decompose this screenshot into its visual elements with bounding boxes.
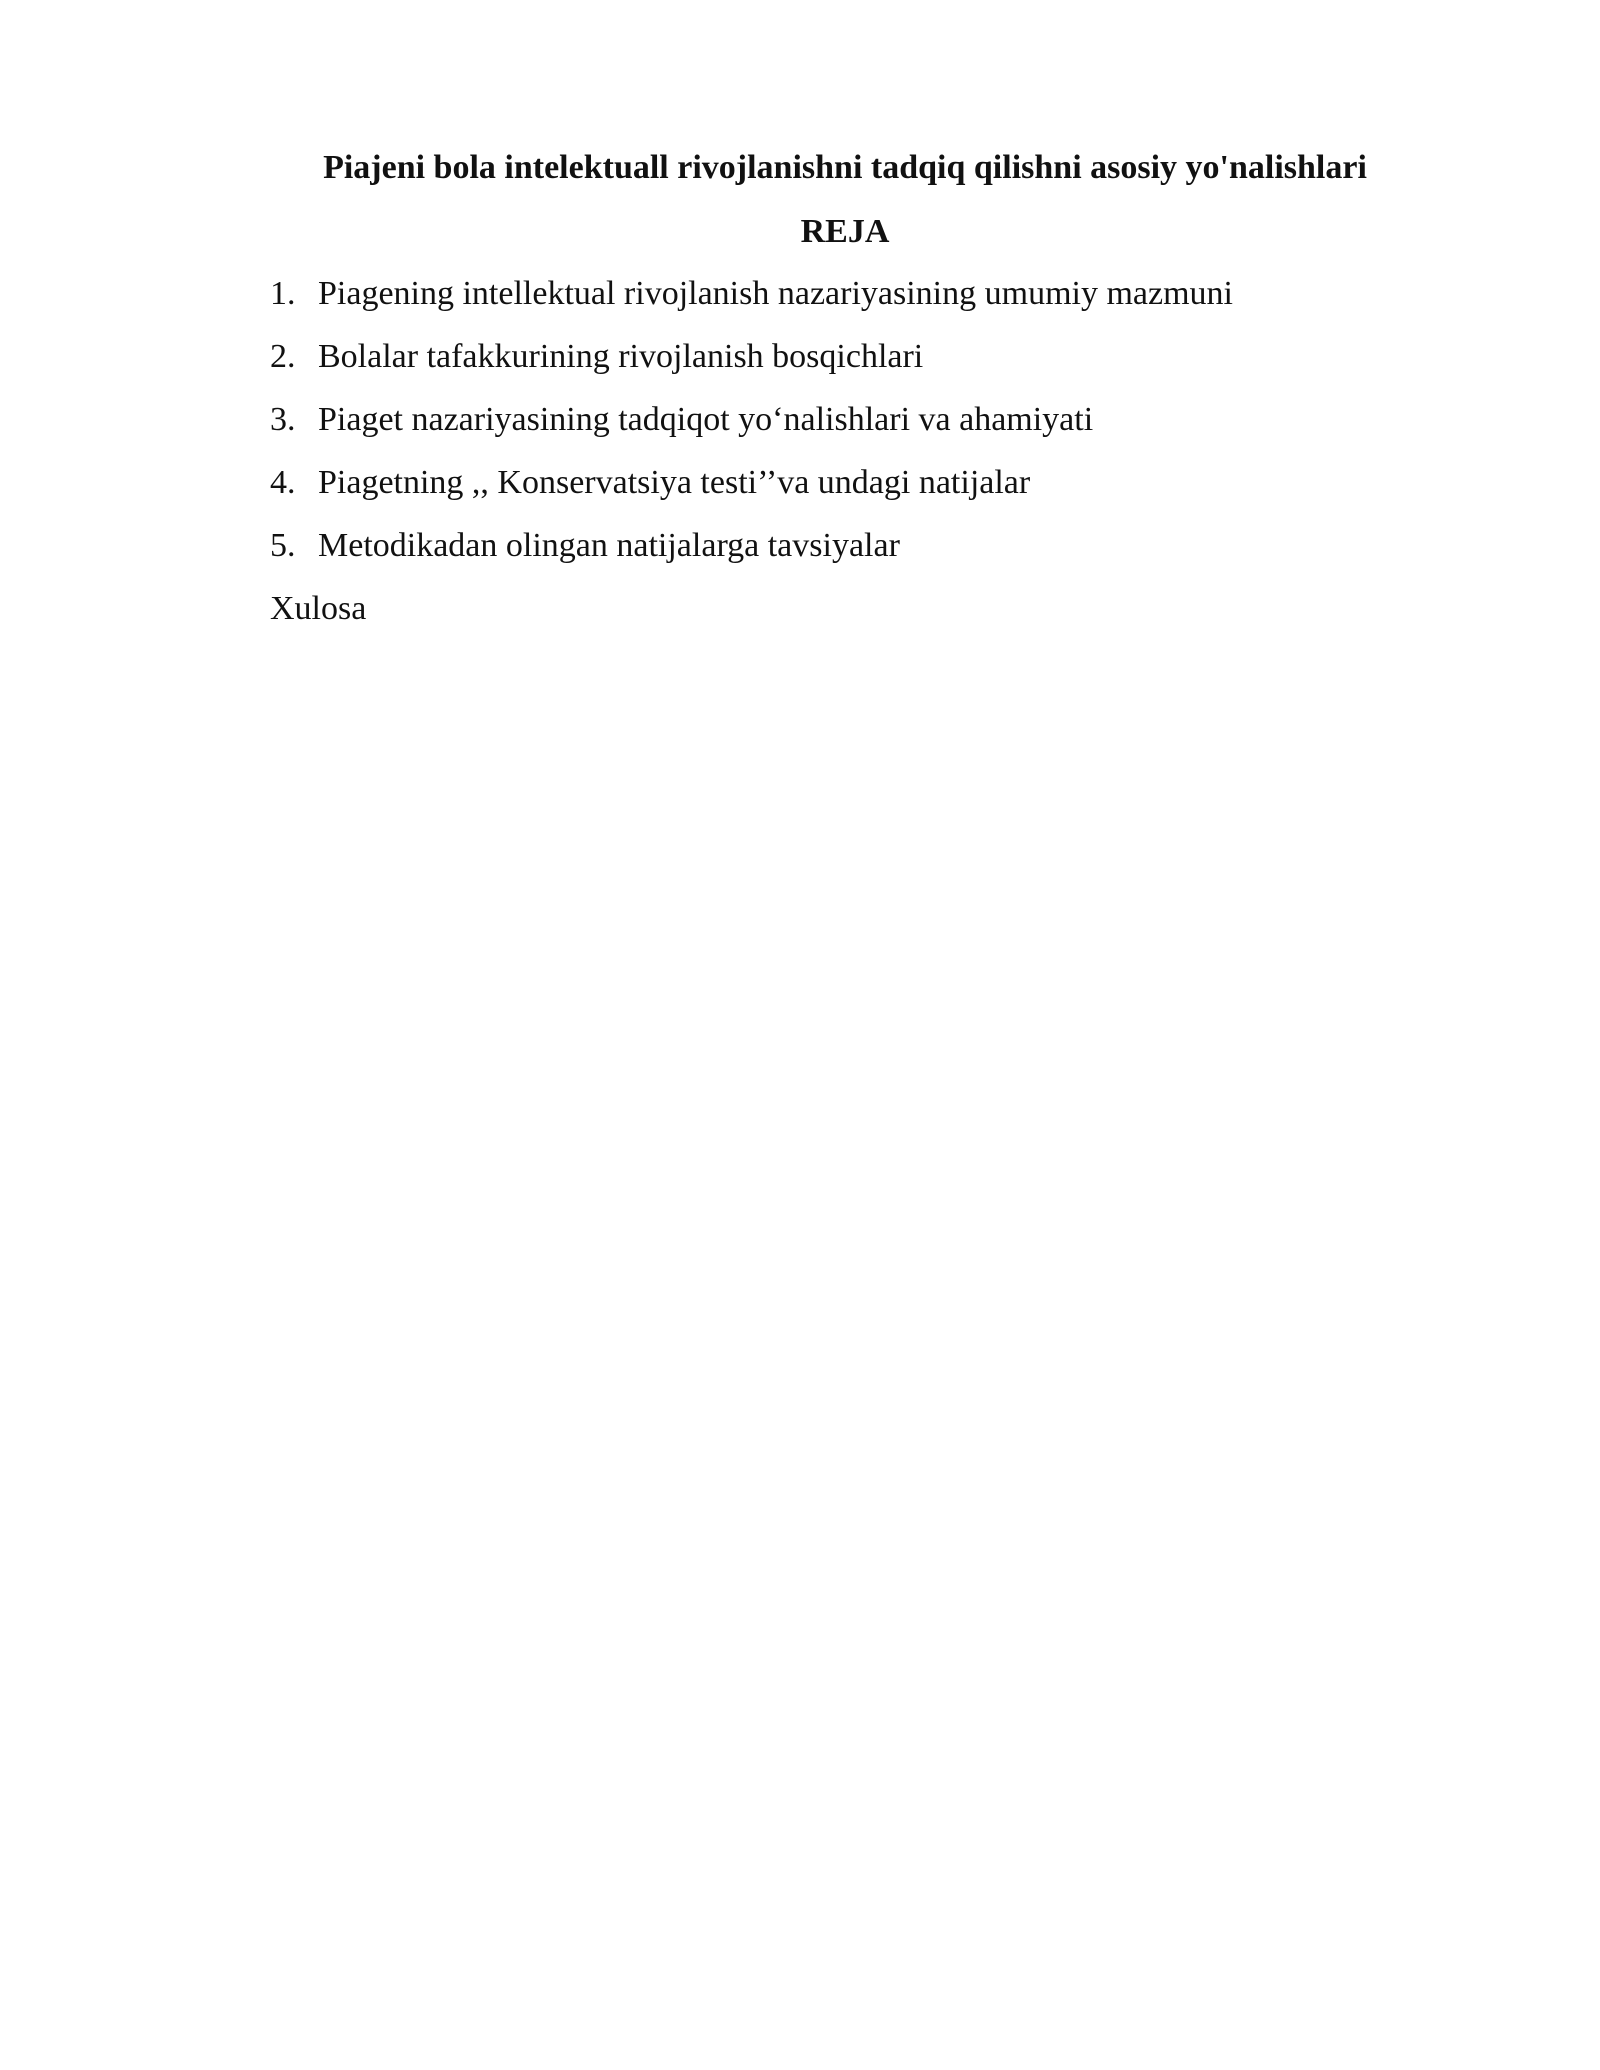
plan-item-number: 4.: [270, 464, 296, 501]
conclusion-heading: Xulosa: [270, 590, 367, 627]
plan-item: [270, 272, 1420, 335]
plan-item-text: Piaget nazariyasining tadqiqot yo‘nalishlari va ahamiyati: [318, 401, 1094, 438]
plan-item-text: Piagening intellektual rivojlanish nazariyasining umumiy mazmuni: [318, 275, 1233, 312]
plan-item: [270, 398, 1420, 461]
plan-heading: REJA: [800, 213, 890, 250]
plan-item-number: 1.: [270, 275, 296, 312]
plan-item-text: Piagetning ,, Konservatsiya testi’’va undagi natijalar: [318, 464, 1031, 501]
plan-item: [270, 461, 1420, 524]
plan-item-number: 5.: [270, 527, 296, 564]
plan-item-text: Bolalar tafakkurining rivojlanish bosqichlari: [318, 338, 924, 375]
plan-item-number: 2.: [270, 338, 296, 375]
plan-item-number: 3.: [270, 401, 296, 438]
plan-item-text: Metodikadan olingan natijalarga tavsiyalar: [318, 527, 900, 564]
plan-item: [270, 335, 1420, 398]
plan-item: [270, 524, 1420, 587]
document-title: Piajeni bola intelektuall rivojlanishni tadqiq qilishni asosiy yo'nalishlari: [323, 149, 1367, 186]
plan-list: [270, 272, 1420, 587]
